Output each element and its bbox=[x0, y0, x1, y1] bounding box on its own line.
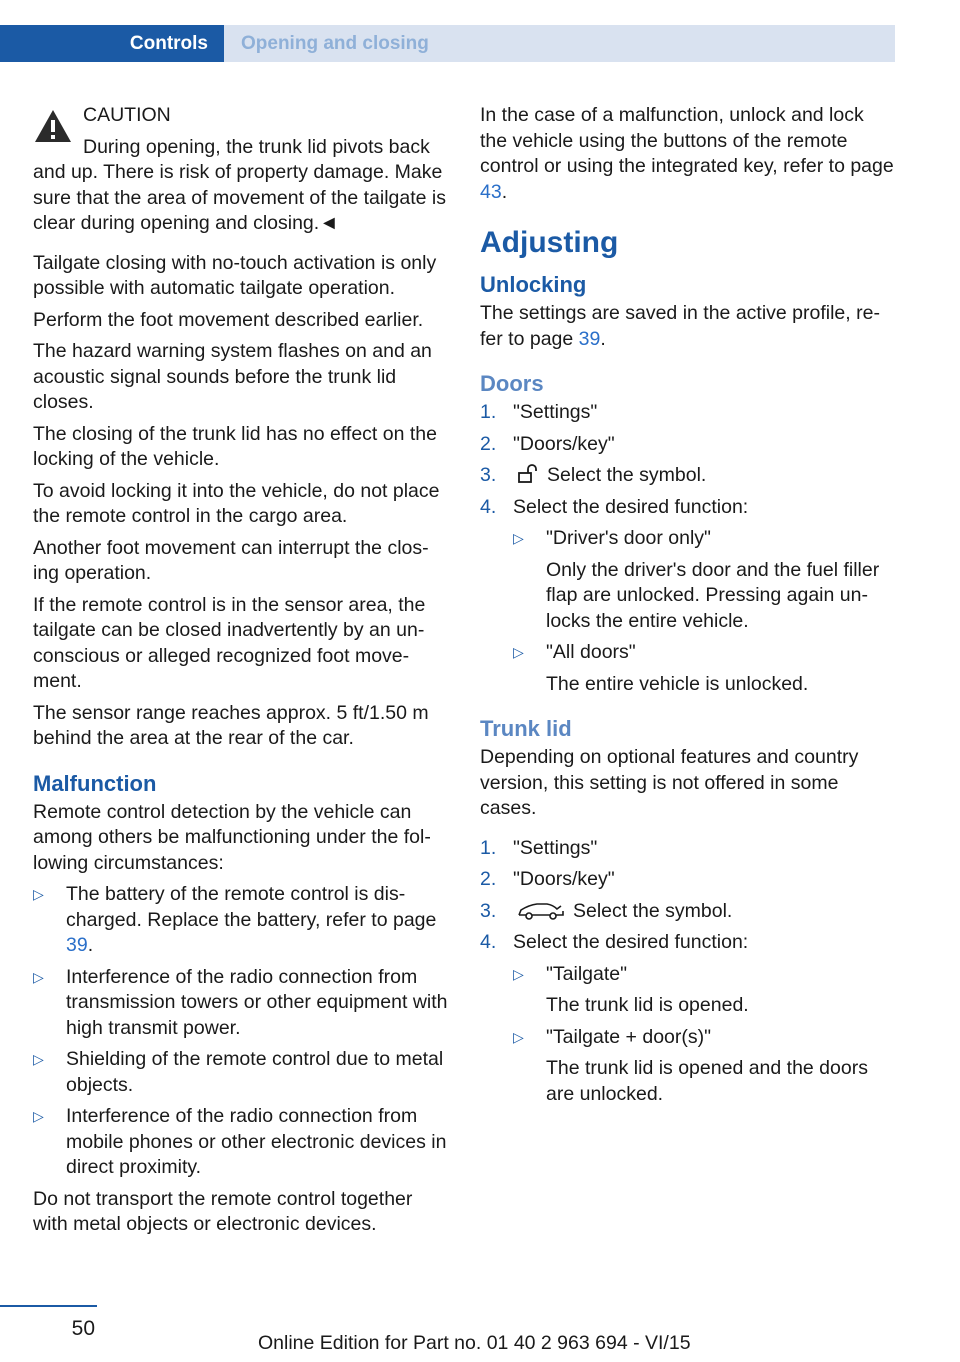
trunk-steps bbox=[480, 836, 895, 1108]
option-description: The trunk lid is opened and the doors are unlocked. bbox=[546, 1057, 868, 1105]
trunk-lid-heading: Trunk lid bbox=[480, 716, 572, 741]
step-text: Select the desired function: bbox=[513, 495, 749, 518]
malfunction-intro: Remote control detection by the vehicle can among others be malfunctioning under the fol‐ lowing circumstances: bbox=[33, 800, 431, 874]
caution-box bbox=[33, 103, 449, 237]
left-column bbox=[33, 103, 449, 1244]
paragraph: The closing of the trunk lid has no effect on the locking of the vehicle. bbox=[33, 422, 437, 470]
punctuation: . bbox=[87, 934, 94, 956]
step-text: "Doors/key" bbox=[513, 868, 615, 890]
list-item bbox=[33, 965, 449, 1042]
step-number: 1. bbox=[480, 401, 497, 423]
triangle-bullet-icon: ▷ bbox=[513, 644, 524, 660]
triangle-bullet-icon: ▷ bbox=[513, 530, 524, 546]
step-item bbox=[480, 432, 895, 458]
step-item bbox=[480, 400, 895, 426]
step-number: 3. bbox=[480, 899, 497, 922]
step-text: Select the symbol. bbox=[547, 464, 707, 486]
paragraph: The hazard warning system flashes on and an acoustic signal sounds before the trunk lid closes. bbox=[33, 340, 432, 413]
step-item bbox=[480, 867, 895, 893]
list-item bbox=[513, 962, 895, 1019]
list-item bbox=[513, 526, 895, 634]
triangle-bullet-icon: ▷ bbox=[33, 1051, 44, 1067]
page-header bbox=[0, 25, 895, 62]
adjusting-heading: Adjusting bbox=[480, 226, 619, 259]
paragraph: Another foot movement can interrupt the clos‐ ing operation. bbox=[33, 536, 429, 584]
page-link-39[interactable]: 39 bbox=[66, 934, 88, 956]
car-trunk-open-icon bbox=[517, 900, 565, 920]
footer-rule bbox=[0, 1305, 97, 1307]
list-item bbox=[513, 1025, 895, 1108]
step-item bbox=[480, 930, 895, 1107]
list-item bbox=[513, 640, 895, 697]
malfunction-list bbox=[33, 882, 449, 1181]
option-description: The entire vehicle is unlocked. bbox=[546, 672, 809, 695]
page-number: 50 bbox=[71, 1317, 95, 1340]
doors-options bbox=[513, 526, 895, 697]
list-item-text: Interference of the radio connection from mobile phones or other electronic devices in direct proximity. bbox=[66, 1105, 447, 1178]
step-number: 1. bbox=[480, 836, 497, 859]
step-number: 2. bbox=[480, 868, 497, 890]
list-item bbox=[33, 882, 449, 959]
step-item bbox=[480, 463, 895, 489]
list-item bbox=[33, 1104, 449, 1181]
triangle-bullet-icon: ▷ bbox=[33, 968, 44, 985]
doors-steps bbox=[480, 400, 895, 697]
unlocking-text bbox=[480, 301, 895, 352]
step-text: Select the symbol. bbox=[573, 899, 733, 922]
edition-footer: Online Edition for Part no. 01 40 2 963 694 - VI/15 bbox=[258, 1332, 691, 1354]
triangle-bullet-icon: ▷ bbox=[513, 965, 524, 982]
punctuation: . bbox=[600, 327, 606, 350]
page-link-43[interactable]: 43 bbox=[480, 180, 502, 203]
triangle-bullet-icon: ▷ bbox=[33, 1108, 44, 1124]
step-text: Select the desired function: bbox=[513, 931, 749, 953]
list-item-text: Interference of the radio connection from transmission towers or other equipment with high transmit power. bbox=[66, 965, 448, 1039]
paragraph: Perform the foot movement described earlier. bbox=[33, 308, 424, 331]
list-item-text: Shielding of the remote control due to metal objects. bbox=[66, 1048, 444, 1096]
option-title: "All doors" bbox=[546, 641, 636, 663]
step-number: 2. bbox=[480, 432, 497, 455]
tab-controls[interactable]: Controls bbox=[0, 25, 224, 62]
step-text: "Doors/key" bbox=[513, 432, 615, 455]
paragraph: To avoid locking it into the vehicle, do not place the remote control in the cargo area. bbox=[33, 479, 440, 527]
caution-label: CAUTION bbox=[83, 104, 171, 126]
step-item bbox=[480, 836, 895, 862]
tab-opening-and-closing[interactable]: Opening and closing bbox=[241, 33, 429, 54]
paragraph: Tailgate closing with no-touch activation is only possible with automatic tailgate operation. bbox=[33, 251, 437, 299]
caution-text: and up. There is risk of property damage. Make sure that the area of movement of the tailgate is clear during opening and closing.◄ bbox=[33, 161, 446, 234]
malfunction-continued bbox=[480, 103, 895, 205]
paragraph: The sensor range reaches approx. 5 ft/1.50 m behind the area at the rear of the car. bbox=[33, 701, 429, 749]
option-title: "Driver's door only" bbox=[546, 527, 711, 549]
step-item bbox=[480, 495, 895, 698]
list-item bbox=[33, 1047, 449, 1098]
doors-heading: Doors bbox=[480, 371, 544, 396]
unlocking-body: The settings are saved in the active profile, re‐ fer to page bbox=[480, 302, 880, 350]
step-number: 3. bbox=[480, 464, 497, 486]
trunk-intro: Depending on optional features and country version, this setting is not offered in some cases. bbox=[480, 746, 859, 819]
paragraph: If the remote control is in the sensor area, the tailgate can be closed inadvertently by an un‐ conscious or alleged recognized foot move‐ ment. bbox=[33, 593, 426, 692]
trunk-options bbox=[513, 962, 895, 1108]
unlocking-heading: Unlocking bbox=[480, 272, 587, 297]
triangle-bullet-icon: ▷ bbox=[33, 886, 44, 902]
punctuation: . bbox=[501, 180, 508, 203]
intro-text: In the case of a malfunction, unlock and lock the vehicle using the buttons of the remote control or using the integrated key, refer to page bbox=[480, 104, 894, 177]
list-item-text: The battery of the remote control is dis‐ charged. Replace the battery, refer to page bbox=[66, 883, 437, 931]
step-item bbox=[480, 899, 895, 925]
caution-first-line: During opening, the trunk lid pivots back bbox=[83, 135, 430, 158]
step-number: 4. bbox=[480, 495, 497, 518]
right-column bbox=[480, 103, 895, 1113]
page-link-39[interactable]: 39 bbox=[578, 327, 601, 350]
step-text: "Settings" bbox=[513, 401, 598, 423]
triangle-bullet-icon: ▷ bbox=[513, 1028, 524, 1045]
unlocked-padlock-icon bbox=[517, 464, 539, 484]
malfunction-heading: Malfunction bbox=[33, 770, 157, 796]
option-title: "Tailgate + door(s)" bbox=[546, 1025, 712, 1048]
warning-triangle-icon bbox=[33, 108, 73, 144]
option-description: The trunk lid is opened. bbox=[546, 994, 749, 1016]
step-number: 4. bbox=[480, 931, 497, 953]
option-description: Only the driver's door and the fuel filler flap are unlocked. Pressing again un‐ locks the entire vehicle. bbox=[546, 558, 880, 632]
closing-paragraph: Do not transport the remote control together with metal objects or electronic devices. bbox=[33, 1187, 413, 1235]
option-title: "Tailgate" bbox=[546, 962, 628, 985]
step-text: "Settings" bbox=[513, 836, 598, 859]
